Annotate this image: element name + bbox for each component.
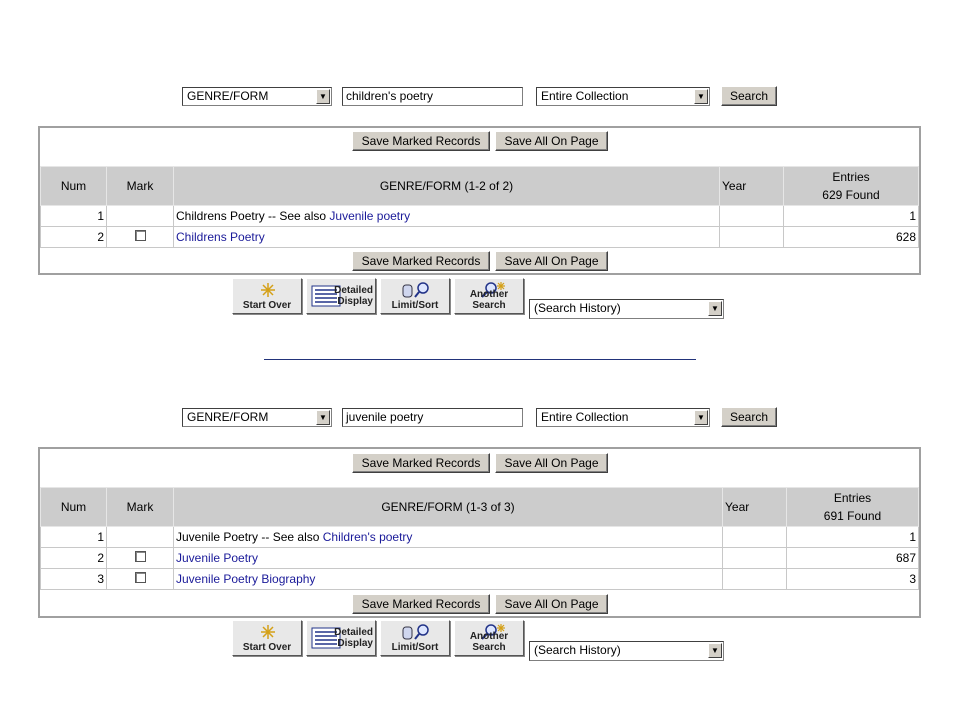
- save-all-button[interactable]: Save All On Page: [495, 131, 608, 151]
- chevron-down-icon[interactable]: ▼: [316, 410, 330, 425]
- chevron-down-icon[interactable]: ▼: [708, 301, 722, 316]
- save-marked-button[interactable]: Save Marked Records: [352, 251, 490, 271]
- row-year: [720, 227, 784, 248]
- row-num: 1: [41, 206, 107, 227]
- another-search-button[interactable]: [454, 278, 524, 314]
- column-header-num[interactable]: Num: [41, 488, 107, 527]
- row-num: 2: [41, 548, 107, 569]
- column-header-entries[interactable]: [784, 167, 919, 206]
- another-search-button[interactable]: [454, 620, 524, 656]
- table-row: [41, 527, 919, 548]
- limit-sort-button[interactable]: [380, 278, 450, 314]
- index-select-value: GENRE/FORM: [187, 410, 269, 424]
- row-num: 2: [41, 227, 107, 248]
- row-mark: [107, 527, 174, 548]
- table-header: [41, 167, 919, 206]
- search-button[interactable]: Search: [721, 86, 777, 106]
- detailed-label: Detailed: [334, 627, 373, 638]
- index-select[interactable]: [182, 408, 332, 427]
- search-button[interactable]: Search: [721, 407, 777, 427]
- column-header-year[interactable]: Year: [720, 167, 784, 206]
- row-heading: [174, 548, 723, 569]
- limit-sort-button[interactable]: [380, 620, 450, 656]
- start-over-button[interactable]: [232, 620, 302, 656]
- table-row: [41, 227, 919, 248]
- limit-sort-label: Limit/Sort: [391, 642, 439, 653]
- row-entries: 628: [784, 227, 919, 248]
- row-entries: 3: [787, 569, 919, 590]
- detailed-display-button[interactable]: [306, 620, 376, 656]
- search-history-select[interactable]: [529, 299, 724, 319]
- see-also-text: Juvenile Poetry -- See also: [176, 530, 323, 544]
- column-header-heading[interactable]: GENRE/FORM (1-3 of 3): [174, 488, 723, 527]
- row-entries: 1: [787, 527, 919, 548]
- scope-select[interactable]: [536, 408, 710, 427]
- row-heading: [174, 206, 720, 227]
- detailed-label: Detailed: [334, 285, 373, 296]
- start-over-button[interactable]: [232, 278, 302, 314]
- save-marked-button[interactable]: Save Marked Records: [352, 131, 490, 151]
- column-header-year[interactable]: Year: [723, 488, 787, 527]
- search-history-value: (Search History): [534, 301, 621, 315]
- row-entries: 687: [787, 548, 919, 569]
- index-select-value: GENRE/FORM: [187, 89, 269, 103]
- row-year: [720, 206, 784, 227]
- search-history-value: (Search History): [534, 643, 621, 657]
- entries-found-count: 629 Found: [822, 188, 880, 202]
- column-header-heading[interactable]: GENRE/FORM (1-2 of 2): [174, 167, 720, 206]
- row-entries: 1: [784, 206, 919, 227]
- detailed-display-button[interactable]: [306, 278, 376, 314]
- entries-label: Entries: [833, 491, 872, 505]
- table-header: [41, 488, 919, 527]
- scope-select-value: Entire Collection: [541, 89, 629, 103]
- row-year: [723, 569, 787, 590]
- row-mark: [107, 227, 174, 248]
- scope-select-value: Entire Collection: [541, 410, 629, 424]
- row-heading: [174, 569, 723, 590]
- chevron-down-icon[interactable]: ▼: [694, 89, 708, 104]
- save-marked-button[interactable]: Save Marked Records: [352, 594, 490, 614]
- results-table: [40, 487, 919, 590]
- row-mark: [107, 569, 174, 590]
- mark-checkbox[interactable]: [135, 551, 146, 562]
- heading-link[interactable]: Children's poetry: [322, 530, 413, 544]
- see-also-text: Childrens Poetry -- See also: [176, 209, 330, 223]
- hand-magnifier-icon: [381, 623, 451, 641]
- row-year: [723, 548, 787, 569]
- heading-link[interactable]: Juvenile poetry: [329, 209, 411, 223]
- save-all-button[interactable]: Save All On Page: [495, 251, 608, 271]
- start-over-label: Start Over: [242, 642, 292, 653]
- another-search-label: Another Search: [469, 289, 509, 311]
- table-row: [41, 569, 919, 590]
- heading-link[interactable]: Juvenile Poetry: [176, 551, 259, 565]
- another-search-label: Another Search: [469, 631, 509, 653]
- save-all-button[interactable]: Save All On Page: [495, 594, 608, 614]
- chevron-down-icon[interactable]: ▼: [708, 643, 722, 658]
- row-mark: [107, 548, 174, 569]
- limit-sort-label: Limit/Sort: [391, 300, 439, 311]
- row-mark: [107, 206, 174, 227]
- entries-label: Entries: [832, 170, 870, 184]
- sparkle-icon: [233, 281, 303, 299]
- results-panel: [38, 126, 921, 275]
- chevron-down-icon[interactable]: ▼: [316, 89, 330, 104]
- display-label: Display: [337, 296, 373, 307]
- search-input[interactable]: children's poetry: [342, 87, 523, 106]
- column-header-entries[interactable]: [787, 488, 919, 527]
- row-heading: [174, 227, 720, 248]
- row-heading: [174, 527, 723, 548]
- section-divider: [264, 359, 696, 360]
- scope-select[interactable]: [536, 87, 710, 106]
- sparkle-icon: [233, 623, 303, 641]
- row-num: 3: [41, 569, 107, 590]
- mark-checkbox[interactable]: [135, 572, 146, 583]
- entries-found-count: 691 Found: [823, 509, 882, 523]
- heading-link[interactable]: Childrens Poetry: [176, 230, 265, 244]
- mark-checkbox[interactable]: [135, 230, 146, 241]
- table-row: [41, 206, 919, 227]
- column-header-mark: Mark: [107, 167, 174, 206]
- start-over-label: Start Over: [242, 300, 292, 311]
- save-marked-button[interactable]: Save Marked Records: [352, 453, 490, 473]
- chevron-down-icon[interactable]: ▼: [694, 410, 708, 425]
- search-history-select[interactable]: [529, 641, 724, 661]
- row-year: [723, 527, 787, 548]
- heading-link[interactable]: Juvenile Poetry Biography: [176, 572, 316, 586]
- search-input[interactable]: juvenile poetry: [342, 408, 523, 427]
- hand-magnifier-icon: [381, 281, 451, 299]
- column-header-num[interactable]: Num: [41, 167, 107, 206]
- results-panel: [38, 447, 921, 618]
- display-label: Display: [337, 638, 373, 649]
- column-header-mark: Mark: [107, 488, 174, 527]
- save-all-button[interactable]: Save All On Page: [495, 453, 608, 473]
- row-num: 1: [41, 527, 107, 548]
- results-table: [40, 166, 919, 248]
- index-select[interactable]: [182, 87, 332, 106]
- table-row: [41, 548, 919, 569]
